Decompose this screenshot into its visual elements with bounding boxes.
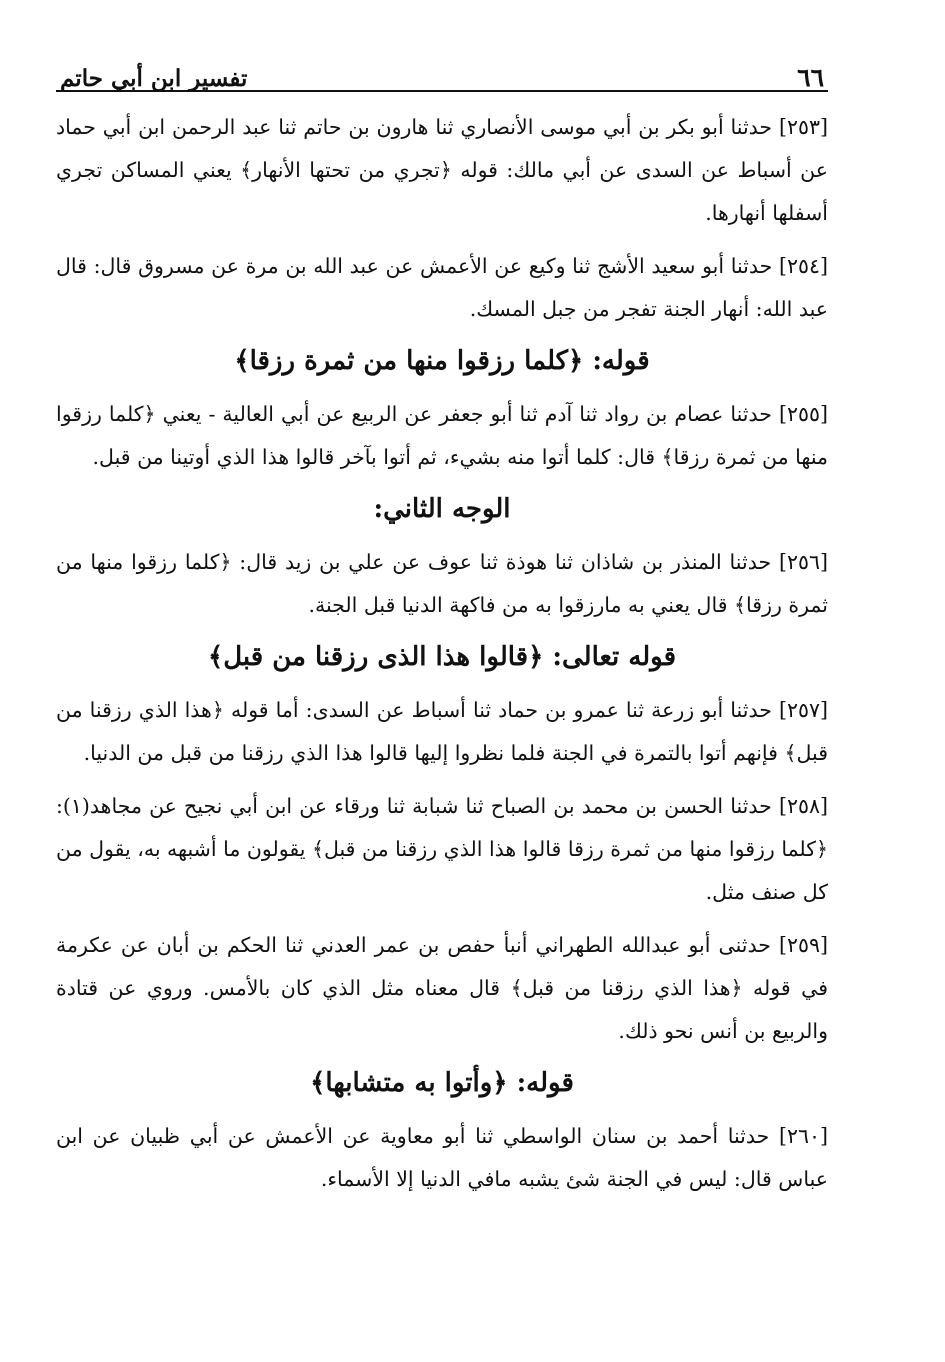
section-heading-qalu: قوله تعالى: ﴿قالوا هذا الذى رزقنا من قبل﴾ [207, 642, 677, 672]
page-number: ٦٦ [797, 63, 824, 92]
hadith-259: [٢٥٩] حدثنى أبو عبدالله الطهراني أنبأ حفص بن عمر العدني ثنا الحكم بن أبان عن عكرمة في قوله ﴿هذا الذي رزقنا من قبل﴾ قال معناه مثل الذي كان بالأمس. وروي عن قتادة والربيع بن أنس نحو ذلك. [56, 933, 828, 1043]
book-title: تفسير ابن أبي حاتم [60, 65, 248, 92]
hadith-255: [٢٥٥] حدثنا عصام بن رواد ثنا آدم ثنا أبو جعفر عن الربيع عن أبي العالية - يعني ﴿كلما رزقوا منها من ثمرة رزقا﴾ قال: كلما أتوا منه بشيء، ثم أتوا بآخر قالوا هذا الذي أوتينا من قبل. [56, 402, 828, 469]
hadith-254: [٢٥٤] حدثنا أبو سعيد الأشج ثنا وكيع عن الأعمش عن عبد الله بن مرة عن مسروق قال: قال عبد الله: أنهار الجنة تفجر من جبل المسك. [56, 254, 828, 321]
page-body [56, 106, 828, 1201]
hadith-258: [٢٥٨] حدثنا الحسن بن محمد بن الصباح ثنا شبابة ثنا ورقاء عن ابن أبي نجيح عن مجاهد(١): ﴿كلما رزقوا منها من ثمرة رزقا قالوا هذا الذي رزقنا من قبل﴾ يقولون ما أشبهه به، يقول من كل صنف مثل. [56, 794, 828, 904]
hadith-256: [٢٥٦] حدثنا المنذر بن شاذان ثنا هوذة ثنا عوف عن علي بن زيد قال: ﴿كلما رزقوا منها من ثمرة رزقا﴾ قال يعني به مارزقوا به من فاكهة الدنيا قبل الجنة. [56, 550, 828, 617]
section-heading-kullama: قوله: ﴿كلما رزقوا منها من ثمرة رزقا﴾ [234, 346, 650, 376]
section-heading-utu: قوله: ﴿وأتوا به متشابها﴾ [310, 1068, 574, 1098]
hadith-260: [٢٦٠] حدثنا أحمد بن سنان الواسطي ثنا أبو معاوية عن الأعمش عن أبي ظبيان عن ابن عباس قال: ليس في الجنة شئ يشبه مافي الدنيا إلا الأسماء. [56, 1124, 828, 1191]
running-header [56, 40, 828, 92]
book-page [56, 40, 828, 1211]
hadith-257: [٢٥٧] حدثنا أبو زرعة ثنا عمرو بن حماد ثنا أسباط عن السدى: أما قوله ﴿هذا الذي رزقنا من قبل﴾ فإنهم أتوا بالتمرة في الجنة فلما نظروا إليها قالوا هذا الذي رزقنا من قبل من الدنيا. [56, 698, 828, 765]
section-heading-second-view: الوجه الثاني: [373, 494, 511, 524]
hadith-253: [٢٥٣] حدثنا أبو بكر بن أبي موسى الأنصاري ثنا هارون بن حاتم ثنا عبد الرحمن ابن أبي حماد عن أسباط عن السدى عن أبي مالك: قوله ﴿تجري من تحتها الأنهار﴾ يعني المساكن تجري أسفلها أنهارها. [56, 115, 828, 225]
